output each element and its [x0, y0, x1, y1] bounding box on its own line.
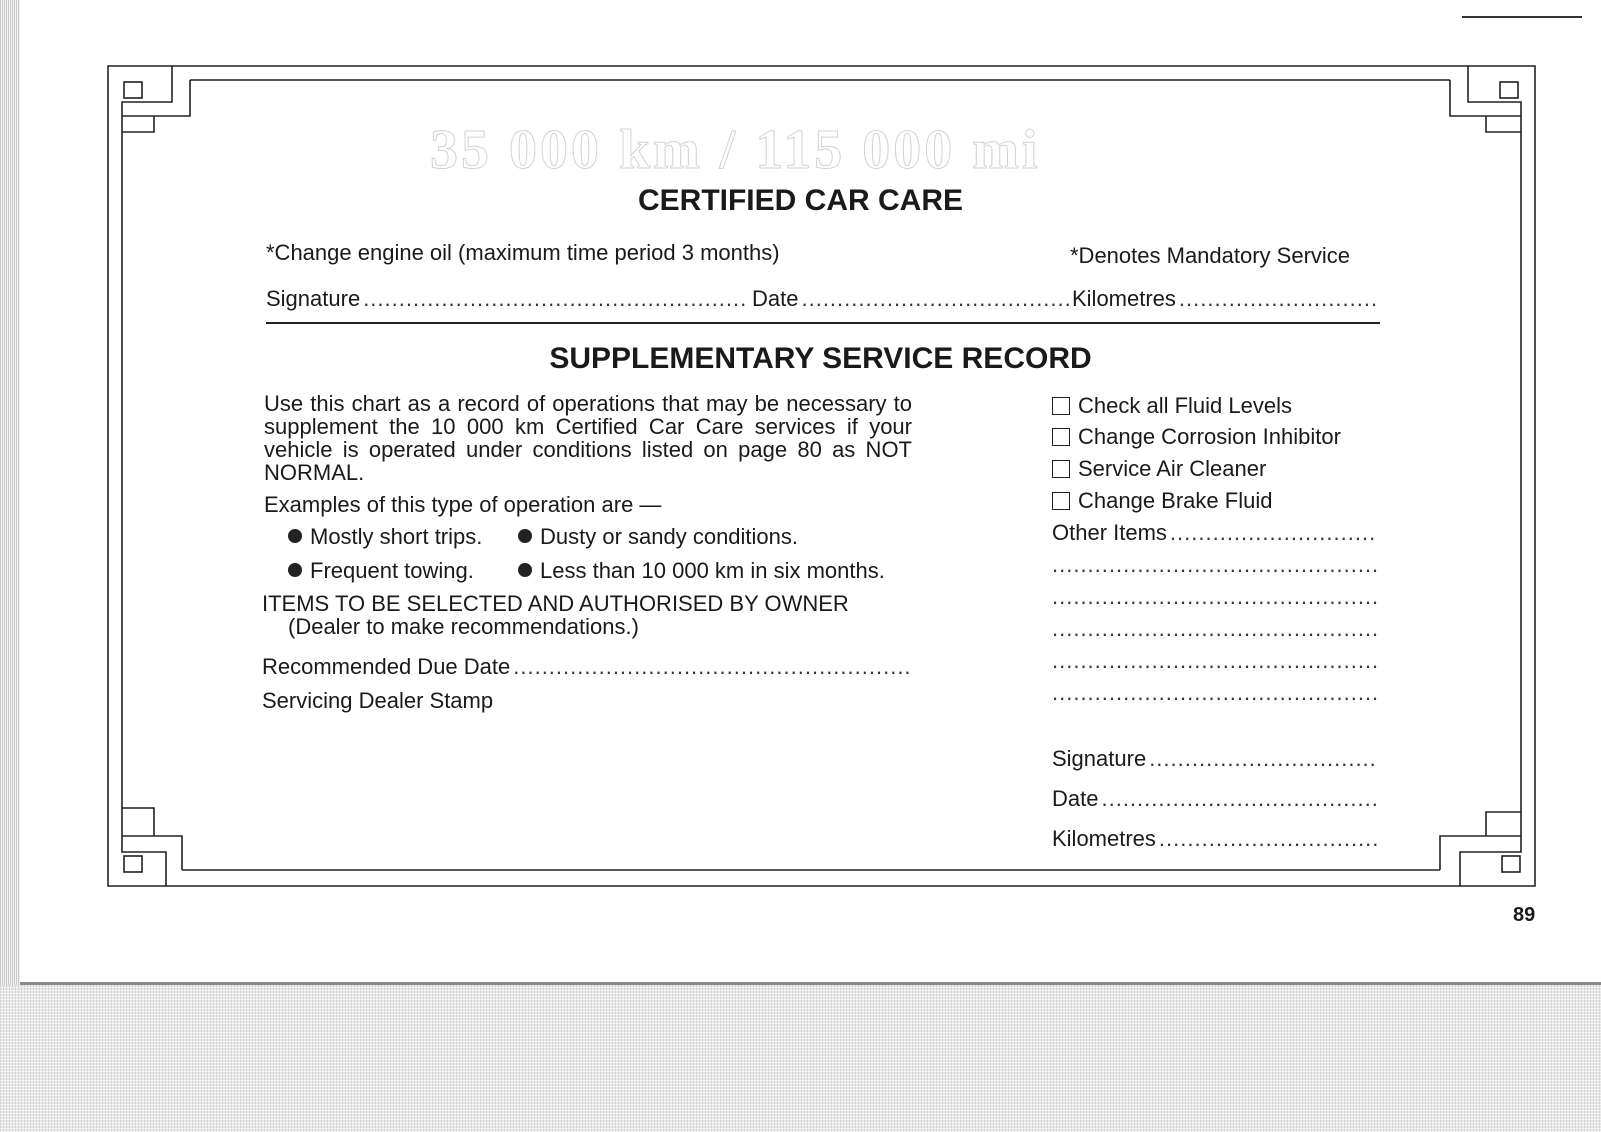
mandatory-service-note: *Denotes Mandatory Service	[1070, 243, 1351, 268]
example-item: Frequent towing.	[288, 558, 474, 584]
certified-date-field[interactable]	[752, 286, 1072, 312]
corner-top-left	[108, 66, 190, 146]
examples-intro: Examples of this type of operation are —	[264, 492, 662, 517]
other-items-blank-line[interactable]	[1052, 680, 1380, 706]
example-item: Mostly short trips.	[288, 524, 482, 550]
certified-signature-field[interactable]	[266, 286, 752, 312]
recommended-due-date-field[interactable]	[262, 654, 912, 680]
owner-authorisation-line: ITEMS TO BE SELECTED AND AUTHORISED BY OWNER	[262, 591, 849, 616]
checklist-item-brake-fluid[interactable]: Change Brake Fluid	[1052, 488, 1272, 514]
other-items-label: Other Items	[1052, 520, 1167, 545]
bullet-icon	[518, 529, 532, 543]
supplementary-intro-paragraph: Use this chart as a record of operations that may be necessary to supplement the 10 000 km Certified Car Care services if your vehicle is operated under conditions listed on page 80 as NOT NORMAL.	[264, 391, 912, 485]
supplementary-date-field[interactable]	[1052, 786, 1380, 812]
corner-top-right	[1450, 66, 1535, 146]
other-items-field[interactable]	[1052, 520, 1380, 546]
oil-change-note: *Change engine oil (maximum time period 3 months)	[266, 240, 780, 265]
other-items-blank-line[interactable]	[1052, 584, 1380, 610]
supplementary-kilometres-field[interactable]	[1052, 826, 1380, 852]
servicing-dealer-stamp-label: Servicing Dealer Stamp	[262, 688, 494, 713]
bullet-icon	[288, 529, 302, 543]
certified-kilometres-label: Kilometres	[1072, 286, 1176, 311]
supplementary-record-title: SUPPLEMENTARY SERVICE RECORD	[549, 342, 1092, 375]
certified-car-care-title: CERTIFIED CAR CARE	[637, 184, 963, 217]
supplementary-signature-dots	[1149, 746, 1377, 772]
corner-bottom-left	[108, 790, 182, 886]
certified-signature-dots	[363, 286, 749, 312]
checkbox-icon[interactable]	[1052, 460, 1070, 478]
certified-date-label: Date	[752, 286, 799, 311]
supplementary-signature-field[interactable]	[1052, 746, 1380, 772]
corner-bottom-right	[1440, 800, 1535, 886]
example-item: Dusty or sandy conditions.	[518, 524, 798, 550]
other-items-blank-line[interactable]	[1052, 552, 1380, 578]
supplementary-kilometres-label: Kilometres	[1052, 826, 1156, 851]
checklist-item-air-cleaner[interactable]: Service Air Cleaner	[1052, 456, 1266, 482]
checkbox-icon[interactable]	[1052, 397, 1070, 415]
other-items-blank-line[interactable]	[1052, 648, 1380, 674]
page-number: 89	[1513, 904, 1536, 926]
other-items-blank-line[interactable]	[1052, 616, 1380, 642]
dealer-recommendation-line: (Dealer to make recommendations.)	[288, 614, 639, 639]
bullet-icon	[518, 563, 532, 577]
supplementary-signature-label: Signature	[1052, 746, 1147, 771]
bullet-icon	[288, 563, 302, 577]
checkbox-icon[interactable]	[1052, 428, 1070, 446]
faded-interval-heading: 35 000 km / 115 000 mi	[430, 119, 1041, 181]
example-item: Less than 10 000 km in six months.	[518, 558, 885, 584]
supplementary-date-dots	[1101, 786, 1377, 812]
due-date-dots	[513, 654, 909, 680]
checklist-item-fluid-levels[interactable]: Check all Fluid Levels	[1052, 393, 1292, 419]
certified-signature-label: Signature	[266, 286, 361, 311]
scan-shadow-bottom	[0, 985, 1601, 1132]
recommended-due-date-label: Recommended Due Date	[262, 654, 511, 679]
certified-kilometres-field[interactable]	[1072, 286, 1380, 312]
section-divider	[266, 322, 1380, 324]
checkbox-icon[interactable]	[1052, 492, 1070, 510]
certified-date-dots	[801, 286, 1069, 312]
supplementary-date-label: Date	[1052, 786, 1099, 811]
supplementary-kilometres-dots	[1159, 826, 1377, 852]
checklist-item-corrosion-inhibitor[interactable]: Change Corrosion Inhibitor	[1052, 424, 1341, 450]
certified-kilometres-dots	[1179, 286, 1377, 312]
other-items-dots	[1170, 520, 1377, 546]
